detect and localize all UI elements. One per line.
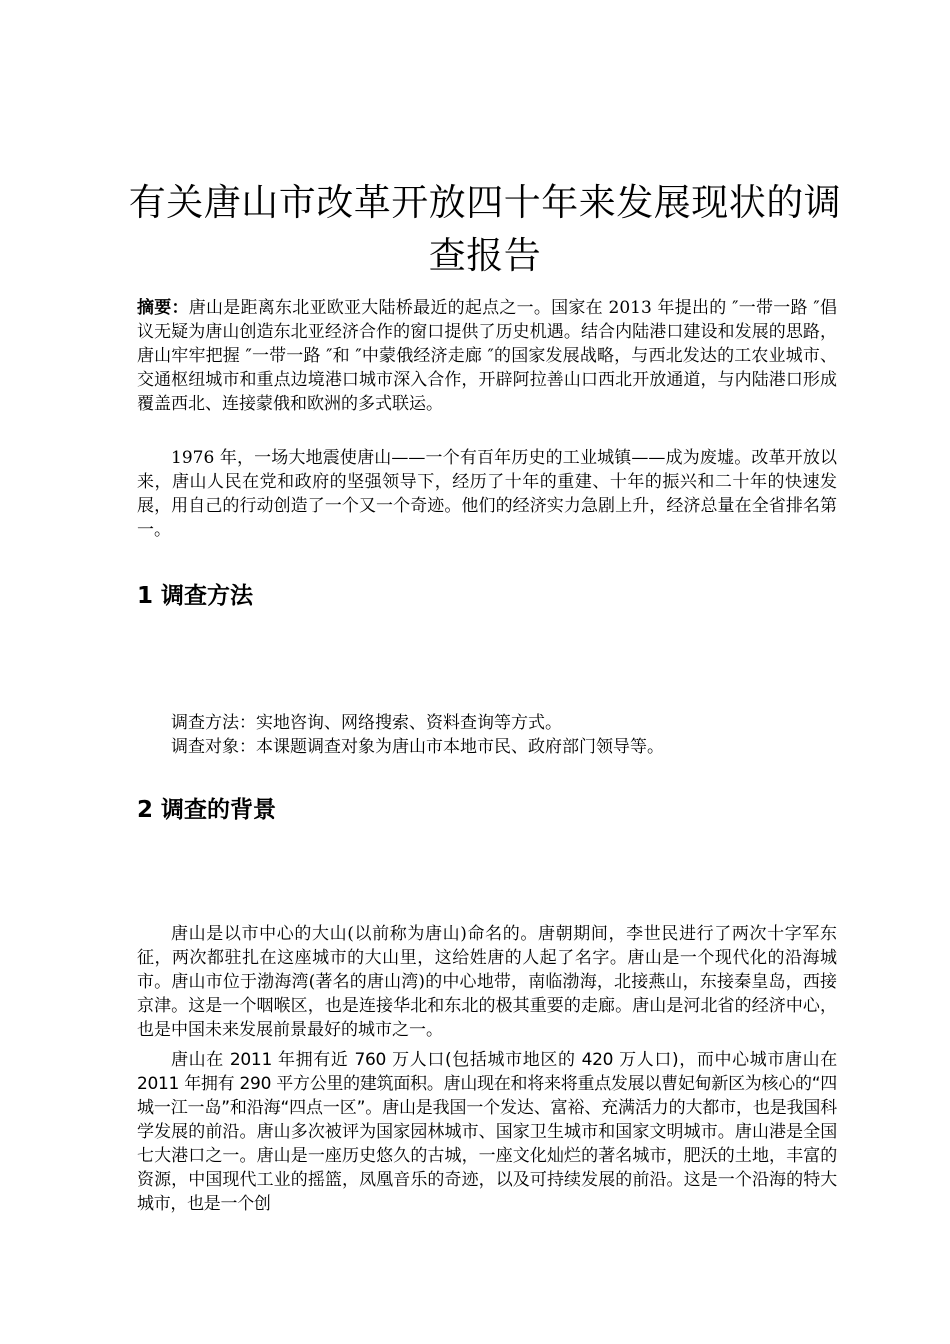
intro-paragraph: 1976 年，一场大地震使唐山——一个有百年历史的工业城镇——成为废墟。改革开放以来，唐山人民在党和政府的坚强领导下，经历了十年的重建、十年的振兴和二十年的快速发展，用自己的行动创造了一个又一个奇迹。他们的经济实力急剧上升，经济总量在全省排名第一。 [137, 448, 837, 540]
survey-subject-line: 调查对象：本课题调查对象为唐山市本地市民、政府部门领导等。 [171, 737, 664, 757]
background-paragraph-1: 唐山是以市中心的大山(以前称为唐山)命名的。唐朝期间，李世民进行了两次十字军东征，两次都驻扎在这座城市的大山里，这给姓唐的人起了名字。唐山是一个现代化的沿海城市。唐山市位于渤海湾(著名的唐山湾)的中心地带，南临渤海，北接燕山，东接秦皇岛，西接京津。这是一个咽喉区，也是连接华北和东北的极其重要的走廊。唐山是河北省的经济中心，也是中国未来发展前景最好的城市之一。 [137, 924, 837, 1040]
abstract-label: 摘要： [137, 298, 189, 318]
section1-heading: 1 调查方法 [137, 583, 254, 609]
survey-method-line: 调查方法：实地咨询、网络搜索、资料查询等方式。 [171, 713, 562, 733]
abstract-text: 唐山是距离东北亚欧亚大陆桥最近的起点之一。国家在 2013 年提出的 ″一带一路 ″倡议无疑为唐山创造东北亚经济合作的窗口提供了历史机遇。结合内陆港口建设和发展的思路，唐山牢牢把握 ″一带一路 ″和 ″中蒙俄经济走廊 ″的国家发展战略，与西北发达的工农业城市、交通枢纽城市和重点边境港口城市深入合作，开辟阿拉善山口西北开放通道，与内陆港口形成覆盖西北、连接蒙俄和欧洲的多式联运。 [137, 298, 838, 414]
abstract-paragraph [137, 296, 837, 416]
document-title: 有关唐山市改革开放四十年来发展现状的调查报告 [128, 181, 842, 277]
section2-heading: 2 调查的背景 [137, 797, 277, 823]
background-paragraph-2: 唐山在 2011 年拥有近 760 万人口(包括城市地区的 420 万人口)，而中心城市唐山在 2011 年拥有 290 平方公里的建筑面积。唐山现在和将来将重点发展以曹妃甸新区为核心的“四城一江一岛”和沿海“四点一区”。唐山是我国一个发达、富裕、充满活力的大都市，也是我国科学发展的前沿。唐山多次被评为国家园林城市、国家卫生城市和国家文明城市。唐山港是全国七大港口之一。唐山是一座历史悠久的古城，一座文化灿烂的著名城市，肥沃的土地，丰富的资源，中国现代工业的摇篮，凤凰音乐的奇迹，以及可持续发展的前沿。这是一个沿海的特大城市，也是一个创 [137, 1050, 837, 1214]
